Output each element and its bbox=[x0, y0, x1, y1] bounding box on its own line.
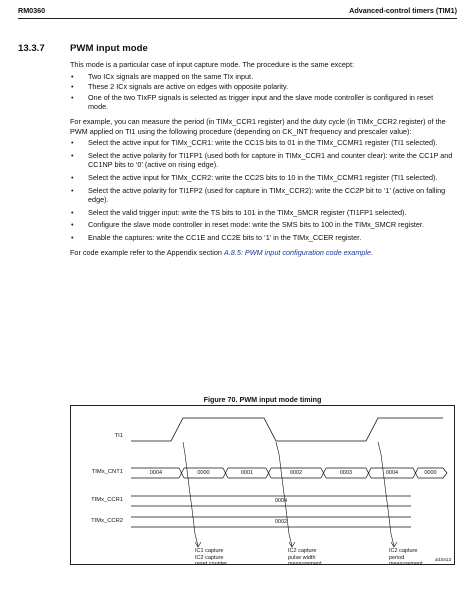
cnt-value: 0004 bbox=[385, 470, 399, 476]
signal-label-cnt1: TIMx_CNT1 bbox=[91, 469, 123, 475]
code-ref-suffix: . bbox=[371, 247, 374, 257]
cnt-value: 0000 bbox=[197, 470, 210, 476]
cnt-value: 0004 bbox=[149, 470, 163, 476]
list-item: • Select the valid trigger input: write the TS bits to 101 in the TIMx_SMCR register (TI1FP1 selected). bbox=[70, 208, 455, 218]
procedure-steps bbox=[70, 138, 455, 242]
cnt-value: 0001 bbox=[240, 470, 254, 476]
ccr2-value: 0002 bbox=[274, 519, 288, 525]
section-title: PWM input mode bbox=[70, 43, 148, 54]
ti1-waveform bbox=[131, 418, 443, 441]
section-number: 13.3.7 bbox=[18, 43, 45, 54]
list-item: • Configure the slave mode controller in reset mode: write the SMS bits to 100 in the TIMx_SMCR register. bbox=[70, 220, 455, 230]
capture-markers bbox=[183, 442, 397, 547]
signal-label-ccr2: TIMx_CCR2 bbox=[91, 518, 123, 524]
annotation-line: IC1 capture bbox=[195, 548, 224, 554]
cnt-value: 0003 bbox=[339, 470, 353, 476]
signal-label-ccr1: TIMx_CCR1 bbox=[91, 497, 123, 503]
list-item: • These 2 ICx signals are active on edges with opposite polarity. bbox=[70, 82, 455, 92]
chapter-title: Advanced-control timers (TIM1) bbox=[349, 6, 457, 15]
code-reference bbox=[70, 248, 455, 258]
figure-id: ai15413 bbox=[434, 557, 451, 562]
timing-diagram-drawing bbox=[71, 406, 456, 566]
list-item: • Select the active input for TIMx_CCR1: write the CC1S bits to 01 in the TIMx_CCMR1 register (TI1 selected). bbox=[70, 138, 455, 148]
annotation-line: IC2 capture bbox=[288, 548, 317, 554]
annotation-period bbox=[389, 548, 423, 568]
section-body bbox=[70, 60, 455, 257]
annotation-pulse-width bbox=[288, 548, 322, 568]
figure-caption: Figure 70. PWM input mode timing bbox=[203, 395, 322, 404]
timing-diagram bbox=[70, 405, 455, 568]
doc-id: RM0360 bbox=[18, 6, 46, 15]
annotation-line: pulse width bbox=[288, 554, 316, 561]
signal-label-ti1: TI1 bbox=[114, 433, 123, 439]
annotation-line: IC2 capture bbox=[195, 554, 224, 561]
list-item: • Select the active polarity for TI1FP1 (used both for capture in TIMx_CCR1 and counter clear): write the CC1P and CC1NP bits to ‘0’ (active on rising edge). bbox=[70, 151, 455, 170]
annotation-line: IC2 capture bbox=[389, 548, 418, 554]
appendix-link[interactable]: A.8.5: PWM input configuration code example bbox=[223, 247, 372, 257]
list-item: • One of the two TIxFP signals is selected as trigger input and the slave mode controller is configured in reset mode. bbox=[70, 93, 455, 112]
list-item: • Select the active input for TIMx_CCR2: write the CC2S bits to 10 in the TIMx_CCMR1 register (TI1 selected). bbox=[70, 173, 455, 183]
intro-bullet-list bbox=[70, 72, 455, 112]
annotation-line: measurement bbox=[288, 561, 322, 568]
cnt-value: 0000 bbox=[424, 470, 437, 476]
example-paragraph: For example, you can measure the period (in TIMx_CCR1 register) and the duty cycle (in TIMx_CCR2 register) of the PWM applied on TI1 using the following procedure (depending on CK_INT frequency and prescaler value): bbox=[70, 116, 446, 136]
annotation-line: measurement bbox=[389, 561, 423, 568]
cnt-value: 0002 bbox=[289, 470, 303, 476]
code-ref-prefix: For code example refer to the Appendix section bbox=[70, 247, 224, 257]
ccr1-value: 0004 bbox=[274, 498, 288, 504]
annotation-line: reset counter bbox=[195, 561, 228, 568]
list-item: • Enable the captures: write the CC1E and CC2E bits to ‘1’ in the TIMx_CCER register. bbox=[70, 233, 455, 243]
annotation-line: period bbox=[389, 554, 405, 561]
list-item: • Select the active polarity for TI1FP2 (used for capture in TIMx_CCR2): write the CC2P bit to ‘1’ (active on falling edge). bbox=[70, 186, 455, 205]
intro-paragraph: This mode is a particular case of input capture mode. The procedure is the same except: bbox=[70, 60, 354, 69]
list-item: • Two ICx signals are mapped on the same TIx input. bbox=[70, 72, 455, 82]
header-divider bbox=[18, 18, 457, 19]
annotation-ic1-capture bbox=[195, 548, 227, 568]
